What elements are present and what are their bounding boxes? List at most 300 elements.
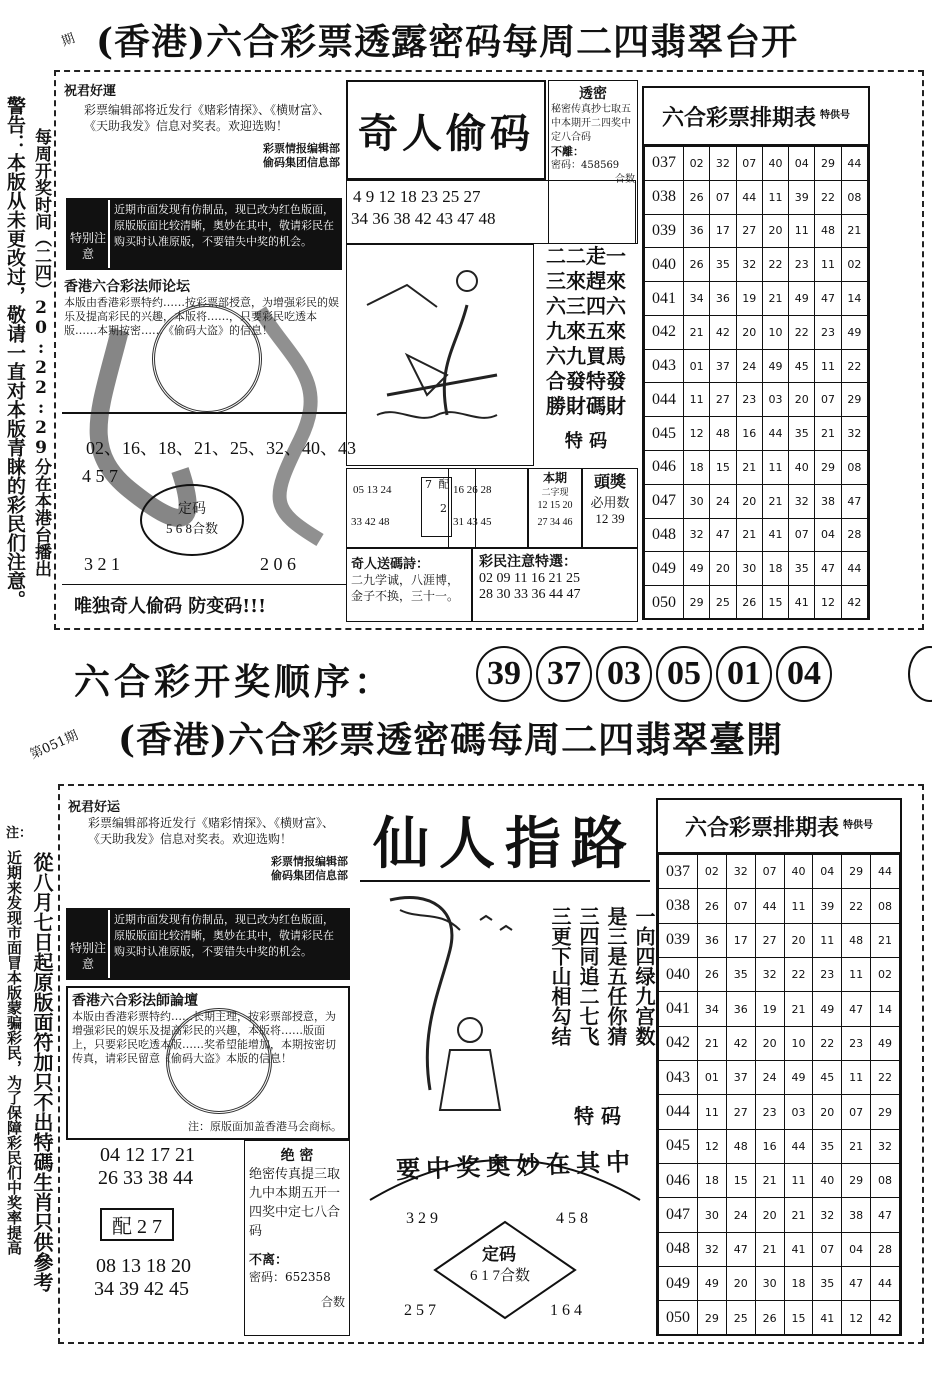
schedule-period: 049 — [645, 552, 684, 586]
draw-ball: 39 — [476, 646, 532, 702]
bottom-header: (香港)六合彩票透密碼每周二四翡翠臺開 — [118, 719, 784, 761]
schedule-value: 32 — [755, 958, 784, 992]
schedule-row — [645, 180, 868, 214]
toumi-text: 秘密传真抄七取五中本期开二四奖中定八合码 — [551, 104, 631, 143]
schedule-value: 39 — [813, 889, 842, 923]
juemi-heshu: 合数 — [320, 1295, 345, 1309]
schedule-value: 22 — [842, 889, 871, 923]
schedule-value: 07 — [710, 180, 736, 214]
schedule-period: 042 — [645, 315, 684, 349]
b-forum-title: 香港六合彩法師論壇 — [72, 993, 198, 1009]
schedule-row — [645, 315, 868, 349]
left-bottom-a: 3 2 1 — [84, 554, 120, 574]
schedule-value: 20 — [784, 923, 813, 957]
toumi-box — [548, 80, 638, 244]
schedule-value: 21 — [762, 484, 788, 518]
schedule-value: 21 — [784, 1198, 813, 1232]
b-nums-b2: 34 39 42 45 — [94, 1278, 189, 1300]
arc-text: 要中奖奥妙在其中 — [395, 1146, 637, 1185]
schedule-value: 44 — [755, 889, 784, 923]
schedule-value: 49 — [684, 552, 710, 586]
schedule-value: 07 — [736, 147, 762, 181]
schedule-value: 42 — [871, 1301, 900, 1336]
schedule-value: 32 — [710, 147, 736, 181]
schedule-value: 42 — [710, 315, 736, 349]
toujiang-val: 12 39 — [595, 511, 625, 526]
poem-line: 三來趕來 — [546, 269, 626, 293]
schedule-row — [659, 1026, 900, 1060]
draw-order-balls — [476, 646, 836, 702]
schedule-period: 045 — [659, 1129, 698, 1163]
schedule-value: 07 — [815, 383, 841, 417]
schedule-row — [659, 923, 900, 957]
top-greeting — [64, 82, 340, 192]
schedule-value: 17 — [726, 923, 755, 957]
b-tema-label: 特 码 — [574, 1104, 621, 1128]
schedule-value: 07 — [842, 1095, 871, 1129]
schedule-value: 41 — [762, 518, 788, 552]
b-forum-note: 注：原版面加盖香港马会商标。 — [188, 1120, 342, 1133]
schedule-period: 044 — [659, 1095, 698, 1129]
schedule-period: 037 — [645, 147, 684, 181]
schedule-period: 041 — [659, 992, 698, 1026]
schedule-value: 12 — [698, 1129, 727, 1163]
schedule-value: 07 — [726, 889, 755, 923]
fisherman-icon — [347, 245, 531, 463]
mini-pei: 配 2 7 — [421, 477, 452, 537]
toujiang-sub: 必用数 — [590, 496, 630, 511]
poem-line: 六九買馬 — [546, 344, 626, 368]
schedule-value: 44 — [784, 1129, 813, 1163]
top-slogan: 唯独奇人偷码 防变码!!! — [74, 596, 266, 617]
schedule-value: 48 — [710, 417, 736, 451]
schedule-value: 22 — [789, 315, 815, 349]
schedule-value: 42 — [726, 1026, 755, 1060]
schedule-value: 02 — [698, 855, 727, 889]
schedule-value: 04 — [813, 855, 842, 889]
poem-line: 六三四六 — [546, 294, 626, 318]
schedule-value: 32 — [813, 1198, 842, 1232]
notice-tag: 特别注意 — [68, 200, 108, 268]
schedule-value: 29 — [698, 1301, 727, 1336]
schedule-value: 03 — [762, 383, 788, 417]
toumi-code: 密码：458569 — [551, 160, 620, 171]
schedule-value: 29 — [815, 147, 841, 181]
schedule-value: 35 — [813, 1129, 842, 1163]
schedule-value: 35 — [710, 248, 736, 282]
schedule-value: 22 — [813, 1026, 842, 1060]
greeting-text: 彩票编辑部将近发行《赌彩情探》、《横财富》、《天助我发》信息对奖表。欢迎选购！ — [84, 103, 331, 133]
schedule-value: 39 — [789, 180, 815, 214]
schedule-value: 48 — [842, 923, 871, 957]
schedule-value: 20 — [726, 1267, 755, 1301]
schedule-value: 27 — [710, 383, 736, 417]
top-schedule-badge: 特供号 — [820, 110, 850, 121]
schedule-value: 28 — [871, 1232, 900, 1266]
schedule-value: 11 — [842, 958, 871, 992]
schedule-value: 40 — [784, 855, 813, 889]
top-schedule — [642, 86, 870, 620]
schedule-value: 11 — [789, 214, 815, 248]
schedule-value: 38 — [842, 1198, 871, 1232]
schedule-value: 47 — [710, 518, 736, 552]
schedule-period: 050 — [659, 1301, 698, 1336]
schedule-period: 037 — [659, 855, 698, 889]
schedule-value: 49 — [871, 1026, 900, 1060]
schedule-value: 32 — [789, 484, 815, 518]
schedule-value: 40 — [813, 1164, 842, 1198]
schedule-value: 01 — [698, 1061, 727, 1095]
schedule-value: 26 — [684, 180, 710, 214]
schedule-value: 37 — [726, 1061, 755, 1095]
schedule-value: 26 — [736, 586, 762, 620]
schedule-value: 47 — [815, 282, 841, 316]
schedule-value: 21 — [736, 518, 762, 552]
schedule-row — [659, 1129, 900, 1163]
schedule-value: 32 — [698, 1232, 727, 1266]
schedule-value: 16 — [755, 1129, 784, 1163]
schedule-value: 21 — [871, 923, 900, 957]
toumi-buli: 不離： — [551, 145, 584, 158]
schedule-value: 23 — [755, 1095, 784, 1129]
top-tema-label: 特 码 — [564, 431, 608, 452]
top-poem — [536, 244, 636, 464]
schedule-value: 47 — [842, 992, 871, 1026]
schedule-value: 44 — [871, 1267, 900, 1301]
mini-left-1: 05 13 24 — [353, 484, 392, 496]
schedule-value: 20 — [755, 1198, 784, 1232]
schedule-period: 047 — [645, 484, 684, 518]
ball-partial — [908, 646, 932, 702]
fisherman-illustration — [346, 244, 534, 466]
schedule-value: 11 — [762, 451, 788, 485]
schedule-period: 047 — [659, 1198, 698, 1232]
schedule-value: 45 — [789, 349, 815, 383]
bottom-schedule-header — [658, 800, 900, 854]
schedule-value: 11 — [762, 180, 788, 214]
schedule-period: 043 — [659, 1061, 698, 1095]
schedule-value: 17 — [710, 214, 736, 248]
schedule-value: 30 — [736, 552, 762, 586]
schedule-value: 08 — [871, 889, 900, 923]
schedule-row — [645, 484, 868, 518]
schedule-value: 27 — [736, 214, 762, 248]
schedule-period: 043 — [645, 349, 684, 383]
schedule-period: 042 — [659, 1026, 698, 1060]
juemi-code: 密码：652358 — [249, 1270, 331, 1284]
schedule-value: 20 — [736, 315, 762, 349]
poem-column: 三更下山相勾结 — [548, 906, 572, 1046]
greeting-title: 祝君好運 — [64, 84, 117, 99]
bottom-schedule-table — [658, 854, 900, 1336]
schedule-value: 24 — [726, 1198, 755, 1232]
bottom-poem — [548, 906, 656, 1074]
schedule-value: 42 — [841, 586, 867, 620]
schedule-period: 045 — [645, 417, 684, 451]
schedule-value: 29 — [841, 383, 867, 417]
b-dingma-label: 定码 — [482, 1245, 516, 1265]
schedule-value: 36 — [684, 214, 710, 248]
b-forum-text: 本版由香港彩票特约……长期主理，按彩票部授意，为增强彩民的娱乐及提高彩民的兴趣，本版将……版面上，只要彩民吃透本版……奖希望能增加，本期按密切传真，请彩民留意《偷码大盗》本版的信息！ — [72, 1010, 336, 1065]
schedule-period: 048 — [659, 1232, 698, 1266]
schedule-period: 041 — [645, 282, 684, 316]
corner-br: 1 6 4 — [550, 1302, 582, 1319]
b-greeting-title: 祝君好运 — [68, 800, 121, 815]
schedule-value: 41 — [784, 1232, 813, 1266]
schedule-row — [645, 451, 868, 485]
qiren-title: 奇人偷码 — [358, 110, 534, 157]
schedule-period: 050 — [645, 586, 684, 620]
schedule-value: 34 — [684, 282, 710, 316]
schedule-row — [659, 958, 900, 992]
schedule-value: 35 — [789, 417, 815, 451]
forum-title: 香港六合彩法师论坛 — [64, 279, 190, 295]
dingma-value: 5 6 8合数 — [165, 521, 218, 536]
schedule-value: 30 — [755, 1267, 784, 1301]
schedule-row — [645, 518, 868, 552]
schedule-value: 29 — [842, 855, 871, 889]
schedule-value: 22 — [762, 248, 788, 282]
greeting-sign1: 彩票情报编辑部 — [263, 142, 340, 155]
schedule-value: 21 — [815, 417, 841, 451]
schedule-value: 20 — [813, 1095, 842, 1129]
schedule-value: 16 — [736, 417, 762, 451]
draw-ball: 03 — [596, 646, 652, 702]
schedule-value: 26 — [755, 1301, 784, 1336]
schedule-value: 23 — [842, 1026, 871, 1060]
mini-left-2: 33 42 48 — [351, 516, 390, 528]
schedule-value: 22 — [815, 180, 841, 214]
schedule-value: 47 — [871, 1198, 900, 1232]
schedule-value: 11 — [784, 1164, 813, 1198]
corner-bl: 2 5 7 — [404, 1302, 436, 1319]
schedule-value: 02 — [871, 958, 900, 992]
poem-line: 九來五來 — [546, 319, 626, 343]
schedule-value: 35 — [789, 552, 815, 586]
schedule-value: 20 — [755, 1026, 784, 1060]
schedule-period: 040 — [659, 958, 698, 992]
schedule-value: 12 — [815, 586, 841, 620]
schedule-value: 36 — [698, 923, 727, 957]
schedule-value: 44 — [736, 180, 762, 214]
schedule-value: 21 — [842, 1129, 871, 1163]
bottom-period-label: 第051期 — [27, 728, 81, 763]
schedule-value: 47 — [842, 1267, 871, 1301]
schedule-value: 07 — [813, 1232, 842, 1266]
schedule-value: 01 — [684, 349, 710, 383]
schedule-value: 49 — [698, 1267, 727, 1301]
schedule-row — [659, 1164, 900, 1198]
schedule-value: 44 — [841, 147, 867, 181]
schedule-value: 27 — [726, 1095, 755, 1129]
schedule-row — [659, 1198, 900, 1232]
bottom-schedule-badge: 特供号 — [843, 820, 873, 831]
toumi-title: 透密 — [579, 86, 607, 102]
schedule-row — [645, 383, 868, 417]
schedule-value: 23 — [815, 315, 841, 349]
schedule-value: 15 — [762, 586, 788, 620]
schedule-value: 18 — [762, 552, 788, 586]
caimin-row1: 02 09 11 16 21 25 — [479, 571, 580, 586]
schedule-value: 18 — [684, 451, 710, 485]
schedule-value: 04 — [815, 518, 841, 552]
schedule-row — [659, 1232, 900, 1266]
schedule-value: 35 — [813, 1267, 842, 1301]
left-bottom-b: 2 0 6 — [260, 554, 296, 574]
top-schedule-vertical: 每周开奖时间（二四）20:22:29分在本港台播出 — [31, 128, 51, 577]
schedule-value: 24 — [710, 484, 736, 518]
juemi-title: 绝 密 — [280, 1148, 314, 1164]
schedule-value: 41 — [813, 1301, 842, 1336]
schedule-value: 18 — [784, 1267, 813, 1301]
schedule-value: 49 — [762, 349, 788, 383]
schedule-value: 22 — [841, 349, 867, 383]
schedule-value: 19 — [736, 282, 762, 316]
schedule-value: 35 — [726, 958, 755, 992]
b-greeting-sign2: 偷码集团信息部 — [271, 869, 348, 882]
schedule-value: 26 — [698, 889, 727, 923]
schedule-value: 18 — [698, 1164, 727, 1198]
schedule-value: 08 — [841, 451, 867, 485]
schedule-value: 21 — [755, 1232, 784, 1266]
schedule-row — [645, 147, 868, 181]
schedule-value: 27 — [755, 923, 784, 957]
schedule-value: 40 — [789, 451, 815, 485]
forum-text: 本版由香港彩票特约……按彩票部授意，为增强彩民的娱乐及提高彩民的兴趣，本版将……，只要彩民吃透本版……本期按密……《偷码大盗》的信息！ — [64, 296, 339, 337]
corner-tr: 4 5 8 — [556, 1210, 588, 1227]
schedule-row — [645, 417, 868, 451]
schedule-period: 039 — [659, 923, 698, 957]
schedule-row — [659, 889, 900, 923]
schedule-value: 11 — [842, 1061, 871, 1095]
schedule-value: 25 — [726, 1301, 755, 1336]
draw-ball: 37 — [536, 646, 592, 702]
schedule-value: 48 — [726, 1129, 755, 1163]
schedule-period: 039 — [645, 214, 684, 248]
toumi-heshu: 合数 — [615, 174, 635, 185]
caimin-row2: 28 30 33 36 44 47 — [479, 587, 581, 602]
schedule-value: 21 — [736, 451, 762, 485]
qiren-box — [346, 80, 546, 180]
qiren-numbers1: 4 9 12 18 23 25 27 — [353, 187, 481, 206]
schedule-value: 36 — [710, 282, 736, 316]
schedule-row — [659, 992, 900, 1026]
dingma-area — [360, 1130, 650, 1340]
schedule-value: 24 — [736, 349, 762, 383]
b-notice-tag: 特别注意 — [68, 910, 108, 978]
schedule-value: 29 — [815, 451, 841, 485]
schedule-row — [659, 1267, 900, 1301]
schedule-value: 15 — [710, 451, 736, 485]
sage-illustration — [360, 890, 540, 1120]
toujiang-box — [582, 468, 638, 548]
schedule-value: 21 — [784, 992, 813, 1026]
schedule-value: 12 — [842, 1301, 871, 1336]
schedule-value: 32 — [736, 248, 762, 282]
schedule-value: 38 — [815, 484, 841, 518]
juemi-buli: 不离： — [249, 1253, 289, 1268]
poem-line: 勝財碼財 — [546, 394, 626, 418]
schedule-value: 23 — [736, 383, 762, 417]
schedule-row — [659, 1301, 900, 1336]
b-notice-text: 近期市面发现有仿制品，现已改为红色版面，原版版面比较清晰，奥妙在其中，敬请彩民在购买时认准原版，不要错失中奖的机会。 — [110, 910, 348, 978]
schedule-row — [659, 1061, 900, 1095]
schedule-value: 44 — [762, 417, 788, 451]
schedule-value: 07 — [755, 855, 784, 889]
top-warning-vertical: 警告：本版从未更改过，敬请一直对本版青睐的彩民们注意。 — [4, 96, 26, 609]
draw-ball: 04 — [776, 646, 832, 702]
mini-right-2: 31 43 45 — [453, 516, 492, 528]
top-dingma-oval — [140, 484, 244, 556]
benqi-1: 12 15 20 — [537, 500, 573, 511]
top-schedule-table — [644, 146, 868, 620]
benqi-box — [528, 468, 582, 548]
bottom-notice — [66, 908, 350, 980]
schedule-value: 21 — [841, 214, 867, 248]
juemi-text: 绝密传真提三取九中本期五开一四奖中定七八合码 — [249, 1167, 341, 1239]
bottom-seal — [166, 1008, 272, 1114]
schedule-value: 11 — [684, 383, 710, 417]
schedule-row — [645, 349, 868, 383]
schedule-period: 044 — [645, 383, 684, 417]
toujiang-title: 頭獎 — [593, 472, 626, 491]
qiren-song-box — [346, 548, 472, 622]
schedule-value: 36 — [726, 992, 755, 1026]
bottom-note-label: 注： — [6, 826, 33, 841]
schedule-value: 34 — [698, 992, 727, 1026]
schedule-value: 14 — [841, 282, 867, 316]
schedule-value: 02 — [841, 248, 867, 282]
schedule-value: 41 — [789, 586, 815, 620]
bottom-from-vertical: 從八月七日起原版面符加只不出特碼生肖只供參考 — [30, 852, 54, 1292]
bottom-schedule — [656, 798, 902, 1336]
draw-order-label: 六合彩开奖顺序： — [74, 661, 395, 703]
schedule-value: 21 — [755, 1164, 784, 1198]
schedule-value: 44 — [871, 855, 900, 889]
poem-line: 合發特發 — [546, 369, 626, 393]
schedule-value: 15 — [784, 1301, 813, 1336]
schedule-value: 04 — [789, 147, 815, 181]
b-nums-b1: 08 13 18 20 — [96, 1255, 191, 1277]
poem-column: 三四同追二七飞 — [576, 906, 600, 1046]
schedule-row — [645, 552, 868, 586]
top-notice — [66, 198, 342, 270]
schedule-value: 49 — [841, 315, 867, 349]
greeting-sign2: 偷码集团信息部 — [263, 156, 340, 169]
schedule-value: 29 — [684, 586, 710, 620]
schedule-value: 47 — [726, 1232, 755, 1266]
schedule-value: 20 — [762, 214, 788, 248]
bottom-numbers — [66, 1140, 242, 1336]
schedule-value: 32 — [871, 1129, 900, 1163]
b-greeting-sign1: 彩票情报编辑部 — [271, 855, 348, 868]
schedule-value: 11 — [698, 1095, 727, 1129]
schedule-period: 038 — [659, 889, 698, 923]
bottom-schedule-title: 六合彩票排期表 — [684, 814, 839, 841]
schedule-value: 21 — [698, 1026, 727, 1060]
schedule-value: 04 — [842, 1232, 871, 1266]
benqi-2: 27 34 46 — [537, 517, 573, 528]
schedule-value: 29 — [871, 1095, 900, 1129]
schedule-value: 32 — [726, 855, 755, 889]
top-period-label: 期 — [59, 31, 78, 50]
schedule-value: 20 — [736, 484, 762, 518]
schedule-value: 49 — [789, 282, 815, 316]
b-nums-a2: 26 33 38 44 — [98, 1167, 193, 1189]
schedule-value: 30 — [684, 484, 710, 518]
poem-column: 是三是五任你猜 — [604, 906, 628, 1046]
benqi-sub: 二字现 — [541, 488, 569, 498]
